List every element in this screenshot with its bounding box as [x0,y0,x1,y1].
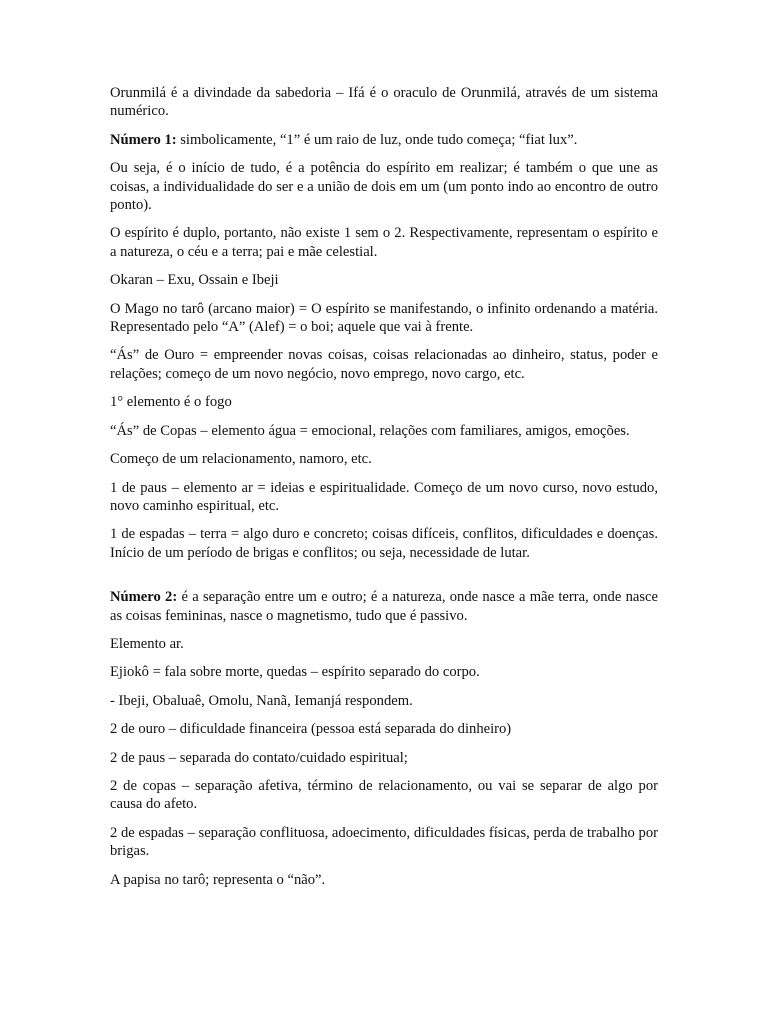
paragraph [110,271,658,289]
paragraph [110,663,658,681]
document-body [110,84,658,899]
paragraph [110,84,658,121]
paragraph-text: Ou seja, é o início de tudo, é a potência do espírito em realizar; é também o que une as coisas, a individualidade do ser e a união de dois em um (um ponto indo ao encontro de outro ponto). [110,160,658,214]
paragraph [110,422,658,440]
paragraph-text: A papisa no tarô; representa o “não”. [110,871,326,888]
paragraph-text: 2 de paus – separada do contato/cuidado espiritual; [110,749,408,766]
paragraph-text: Ejiokô = fala sobre morte, quedas – espírito separado do corpo. [110,664,480,681]
paragraph-text: O espírito é duplo, portanto, não existe 1 sem o 2. Respectivamente, representam o espírito e a natureza, o céu e a terra; pai e mãe celestial. [110,225,658,260]
paragraph-text: Okaran – Exu, Ossain e Ibeji [110,272,279,289]
paragraph [110,224,658,261]
paragraph [110,692,658,710]
section-heading: Número 1: [110,131,177,148]
paragraph [110,871,658,889]
section-heading: Número 2: [110,589,178,606]
paragraph [110,159,658,214]
paragraph-text: 2 de copas – separação afetiva, término de relacionamento, ou vai se separar de algo por causa do afeto. [110,777,658,813]
paragraph-text: 2 de espadas – separação conflituosa, adoecimento, dificuldades físicas, perda de trabalho por brigas. [110,824,658,860]
paragraph-text: “Ás” de Copas – elemento água = emocional, relações com familiares, amigos, emoções. [110,422,630,439]
paragraph-text: 2 de ouro – dificuldade financeira (pessoa está separada do dinheiro) [110,721,512,738]
paragraph-text: simbolicamente, “1” é um raio de luz, onde tudo começa; “fiat lux”. [176,131,578,148]
paragraph [110,479,658,516]
paragraph-text: 1 de paus – elemento ar = ideias e espiritualidade. Começo de um novo curso, novo estudo, novo caminho espiritual, etc. [110,479,658,514]
paragraph [110,393,658,411]
paragraph [110,635,658,653]
paragraph-text: O Mago no tarô (arcano maior) = O espírito se manifestando, o infinito ordenando a matéria. Representado pelo “A” (Alef) = o boi; aquele que vai à frente. [110,300,658,336]
paragraph [110,300,658,337]
paragraph-text: - Ibeji, Obaluaê, Omolu, Nanã, Iemanjá respondem. [110,692,413,709]
paragraph [110,749,658,767]
paragraph [110,824,658,861]
paragraph-text: “Ás” de Ouro = empreender novas coisas, coisas relacionadas ao dinheiro, status, poder e relações; começo de um novo negócio, novo emprego, novo cargo, etc. [110,347,658,382]
paragraph [110,777,658,814]
paragraph-text: Elemento ar. [110,635,184,652]
paragraph [110,131,658,149]
paragraph-text: 1° elemento é o fogo [110,394,232,411]
paragraph [110,525,658,562]
paragraph [110,450,658,468]
paragraph [110,588,658,625]
paragraph [110,720,658,738]
paragraph-text: Orunmilá é a divindade da sabedoria – Ifá é o oraculo de Orunmilá, através de um sistema numérico. [110,85,658,120]
paragraph-text: é a separação entre um e outro; é a natureza, onde nasce a mãe terra, onde nasce as coisas femininas, nasce o magnetismo, tudo que é passivo. [110,589,658,624]
paragraph-text: 1 de espadas – terra = algo duro e concreto; coisas difíceis, conflitos, dificuldades e doenças. Início de um período de brigas e conflitos; ou seja, necessidade de lutar. [110,526,658,561]
paragraph [110,346,658,383]
paragraph-text: Começo de um relacionamento, namoro, etc. [110,451,372,468]
